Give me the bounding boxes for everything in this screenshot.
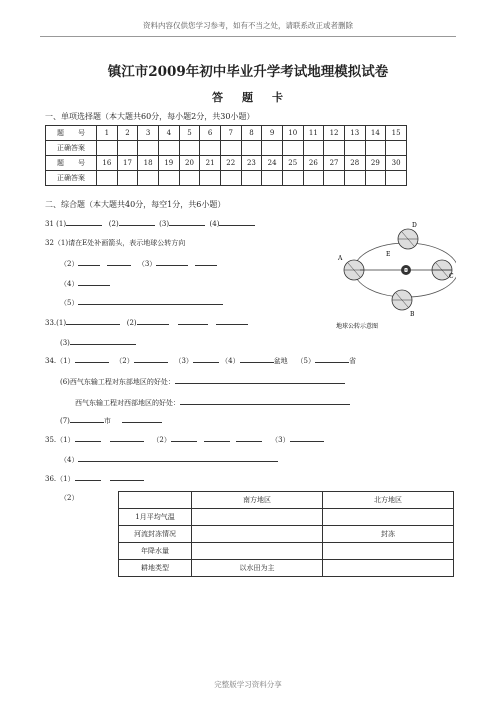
table-row <box>119 509 454 526</box>
row-label-cell: 1月平均气温 <box>119 509 192 526</box>
answer-cell[interactable] <box>324 141 345 156</box>
part-label: （2） <box>152 436 171 444</box>
answer-blank[interactable] <box>75 473 101 481</box>
row-label-question: 题 号 <box>46 126 97 141</box>
table-row <box>119 560 454 577</box>
answer-cell[interactable] <box>262 141 283 156</box>
answer-cell[interactable] <box>158 141 179 156</box>
question-number: 9 <box>262 126 283 141</box>
answer-blank[interactable] <box>240 355 274 363</box>
answer-blank[interactable] <box>75 434 101 442</box>
section1-heading: 一、单项选择题（本大题共60分，每小题2分，共30小题） <box>45 112 255 121</box>
answer-blank[interactable] <box>110 434 144 442</box>
answer-cell: 封冻 <box>323 526 454 543</box>
table-row <box>119 492 454 509</box>
answer-blank[interactable] <box>290 434 324 442</box>
question-number: 15 <box>386 126 407 141</box>
answer-cell[interactable] <box>220 141 241 156</box>
part-label: （4） <box>60 280 79 288</box>
answer-blank[interactable] <box>66 317 120 325</box>
earth-revolution-diagram <box>336 218 456 330</box>
row-label-answer: 正确答案 <box>46 171 97 186</box>
diagram-caption: 地球公转示意图 <box>336 323 379 330</box>
answer-blank[interactable] <box>70 415 104 423</box>
answer-cell[interactable] <box>179 171 200 186</box>
answer-cell[interactable] <box>138 171 159 186</box>
answer-blank[interactable] <box>175 376 345 384</box>
question-number: 3 <box>138 126 159 141</box>
question-number: 5 <box>179 126 200 141</box>
answer-blank[interactable] <box>171 434 197 442</box>
question-35-line1 <box>45 434 324 445</box>
row-label-question: 题 号 <box>46 156 97 171</box>
question-number: 22 <box>220 156 241 171</box>
answer-cell[interactable] <box>262 171 283 186</box>
question-number: 25 <box>282 156 303 171</box>
question-number-label: 31 <box>45 220 54 228</box>
part-label: (1) <box>56 220 67 228</box>
answer-blank[interactable] <box>315 355 349 363</box>
answer-cell[interactable] <box>323 560 454 577</box>
question-number: 8 <box>241 126 262 141</box>
question-number: 16 <box>97 156 118 171</box>
suffix-text: 省 <box>349 357 356 365</box>
question-number: 28 <box>344 156 365 171</box>
answer-cell[interactable] <box>192 509 323 526</box>
earth-icon <box>398 229 418 249</box>
part-label: （3） <box>137 260 157 268</box>
answer-blank[interactable] <box>180 397 350 405</box>
answer-cell[interactable] <box>303 141 324 156</box>
question-number: 10 <box>282 126 303 141</box>
answer-blank[interactable] <box>216 317 248 325</box>
answer-cell[interactable] <box>220 171 241 186</box>
answer-blank[interactable] <box>169 218 205 226</box>
table-header-cell <box>119 492 192 509</box>
answer-cell[interactable] <box>365 171 386 186</box>
question-36-part2-label: （2） <box>60 494 79 502</box>
answer-blank[interactable] <box>156 258 188 266</box>
question-number: 19 <box>158 156 179 171</box>
answer-cell[interactable] <box>365 141 386 156</box>
answer-table-row <box>46 126 407 141</box>
question-33-line1 <box>45 317 248 327</box>
answer-blank[interactable] <box>137 317 169 325</box>
answer-blank[interactable] <box>219 218 255 226</box>
answer-table-row <box>46 171 407 186</box>
answer-blank[interactable] <box>107 258 131 266</box>
question-number: 23 <box>241 156 262 171</box>
question-32-line2 <box>60 258 217 269</box>
question-number-label: 35. <box>45 436 57 444</box>
answer-blank[interactable] <box>204 434 230 442</box>
question-32-line4 <box>60 297 223 308</box>
question-33-line2 <box>60 337 136 347</box>
answer-cell[interactable] <box>282 141 303 156</box>
answer-cell: 以水田为主 <box>192 560 323 577</box>
answer-cell[interactable] <box>200 141 221 156</box>
question-number: 26 <box>303 156 324 171</box>
question-35-line2 <box>60 454 278 465</box>
comparison-table <box>118 491 454 577</box>
question-text: (6)西气东输工程对东部地区的好处： <box>60 378 175 386</box>
answer-cell[interactable] <box>138 141 159 156</box>
page-header-note: 资料内容仅供您学习参考，如有不当之处，请联系改正或者删除 <box>143 21 353 30</box>
answer-cell[interactable] <box>158 171 179 186</box>
diagram-label-a: A <box>338 255 343 262</box>
answer-cell[interactable] <box>117 171 138 186</box>
question-number: 18 <box>138 156 159 171</box>
part-label: （2） <box>115 357 134 365</box>
answer-cell[interactable] <box>97 171 118 186</box>
answer-cell[interactable] <box>97 141 118 156</box>
answer-cell[interactable] <box>344 141 365 156</box>
question-number: 1 <box>97 126 118 141</box>
answer-cell[interactable] <box>241 141 262 156</box>
question-34-line7 <box>60 415 162 426</box>
question-31 <box>45 218 255 228</box>
answer-blank[interactable] <box>78 454 278 462</box>
answer-cell[interactable] <box>192 543 323 560</box>
question-number: 7 <box>220 126 241 141</box>
part-label: (2) <box>108 220 119 228</box>
answer-cell[interactable] <box>386 141 407 156</box>
question-number: 21 <box>200 156 221 171</box>
part-label: (3) <box>60 339 70 347</box>
answer-blank[interactable] <box>78 278 110 286</box>
answer-cell[interactable] <box>179 141 200 156</box>
table-header-cell: 南方地区 <box>192 492 323 509</box>
question-number: 24 <box>262 156 283 171</box>
part-label: （4） <box>221 357 240 365</box>
answer-blank[interactable] <box>122 415 162 423</box>
answer-table <box>45 125 407 186</box>
question-number: 30 <box>386 156 407 171</box>
answer-table-row <box>46 141 407 156</box>
part-label: （3） <box>271 436 290 444</box>
row-label-answer: 正确答案 <box>46 141 97 156</box>
row-label-cell: 年降水量 <box>119 543 192 560</box>
answer-cell[interactable] <box>241 171 262 186</box>
answer-cell[interactable] <box>386 171 407 186</box>
row-label-cell: 耕地类型 <box>119 560 192 577</box>
diagram-label-c: C <box>449 273 454 280</box>
question-number-label: 36. <box>45 475 57 483</box>
section2-heading: 二、综合题（本大题共40分，每空1分，共6小题） <box>45 200 226 209</box>
answer-blank[interactable] <box>78 258 100 266</box>
page-footer-note: 完整版学习资料分享 <box>214 680 282 689</box>
question-number: 11 <box>303 126 324 141</box>
answer-blank[interactable] <box>70 337 136 345</box>
answer-blank[interactable] <box>195 258 217 266</box>
question-number: 29 <box>365 156 386 171</box>
answer-cell[interactable] <box>323 509 454 526</box>
question-32-line3 <box>60 278 110 289</box>
answer-sheet-subtitle: 答题卡 <box>212 91 302 104</box>
part-label: （5） <box>296 357 315 365</box>
answer-blank[interactable] <box>178 317 208 325</box>
question-number: 2 <box>117 126 138 141</box>
question-number: 17 <box>117 156 138 171</box>
question-number: 6 <box>200 126 221 141</box>
question-34-line1 <box>45 355 356 366</box>
table-header-cell: 北方地区 <box>323 492 454 509</box>
part-label: (3) <box>159 220 170 228</box>
answer-table-row <box>46 156 407 171</box>
part-label: (2) <box>126 319 137 327</box>
question-36-line1 <box>45 473 144 484</box>
answer-cell[interactable] <box>303 171 324 186</box>
table-row <box>119 526 454 543</box>
answer-cell[interactable] <box>323 543 454 560</box>
question-text: 西气东输工程对西部地区的好处： <box>75 399 180 407</box>
question-number: 13 <box>344 126 365 141</box>
answer-blank[interactable] <box>66 218 102 226</box>
answer-blank[interactable] <box>193 355 219 363</box>
answer-blank[interactable] <box>75 355 109 363</box>
answer-blank[interactable] <box>78 297 223 305</box>
header-divider <box>40 36 456 37</box>
answer-blank[interactable] <box>119 218 155 226</box>
part-label: （2） <box>60 260 79 268</box>
question-number-label: 33. <box>45 319 57 327</box>
question-number: 14 <box>365 126 386 141</box>
question-number: 4 <box>158 126 179 141</box>
answer-blank[interactable] <box>236 434 262 442</box>
answer-cell[interactable] <box>344 171 365 186</box>
part-label: （1） <box>56 357 75 365</box>
question-number: 20 <box>179 156 200 171</box>
question-number-label: 34. <box>45 357 57 365</box>
table-row <box>119 543 454 560</box>
answer-blank[interactable] <box>134 355 168 363</box>
part-label: （3） <box>174 357 193 365</box>
answer-cell[interactable] <box>282 171 303 186</box>
suffix-text: 盆地 <box>273 357 288 365</box>
part-label: (1) <box>56 319 67 327</box>
answer-cell[interactable] <box>117 141 138 156</box>
part-label: （1） <box>56 436 75 444</box>
diagram-label-d: D <box>412 222 417 229</box>
answer-blank[interactable] <box>110 473 144 481</box>
suffix-text: 市 <box>103 417 111 425</box>
answer-cell[interactable] <box>324 171 345 186</box>
part-label: (4) <box>209 220 220 228</box>
exam-title: 镇江市2009年初中毕业升学考试地理模拟试卷 <box>107 64 389 80</box>
question-number: 12 <box>324 126 345 141</box>
part-label: （1） <box>56 475 75 483</box>
part-label: (7) <box>60 417 70 425</box>
diagram-label-e: E <box>386 251 391 258</box>
answer-cell[interactable] <box>200 171 221 186</box>
earth-icon <box>392 290 412 310</box>
part-label: （5） <box>60 299 79 307</box>
question-number: 27 <box>324 156 345 171</box>
diagram-label-b: B <box>410 311 415 318</box>
part-label: （4） <box>60 456 79 464</box>
question-34-line6b <box>75 397 350 408</box>
row-label-cell: 河流封冻情况 <box>119 526 192 543</box>
question-34-line6 <box>60 376 345 387</box>
answer-cell[interactable] <box>192 526 323 543</box>
question-32-line1: 32（1)请在E处补画箭头，表示地球公转方向 <box>45 239 186 247</box>
